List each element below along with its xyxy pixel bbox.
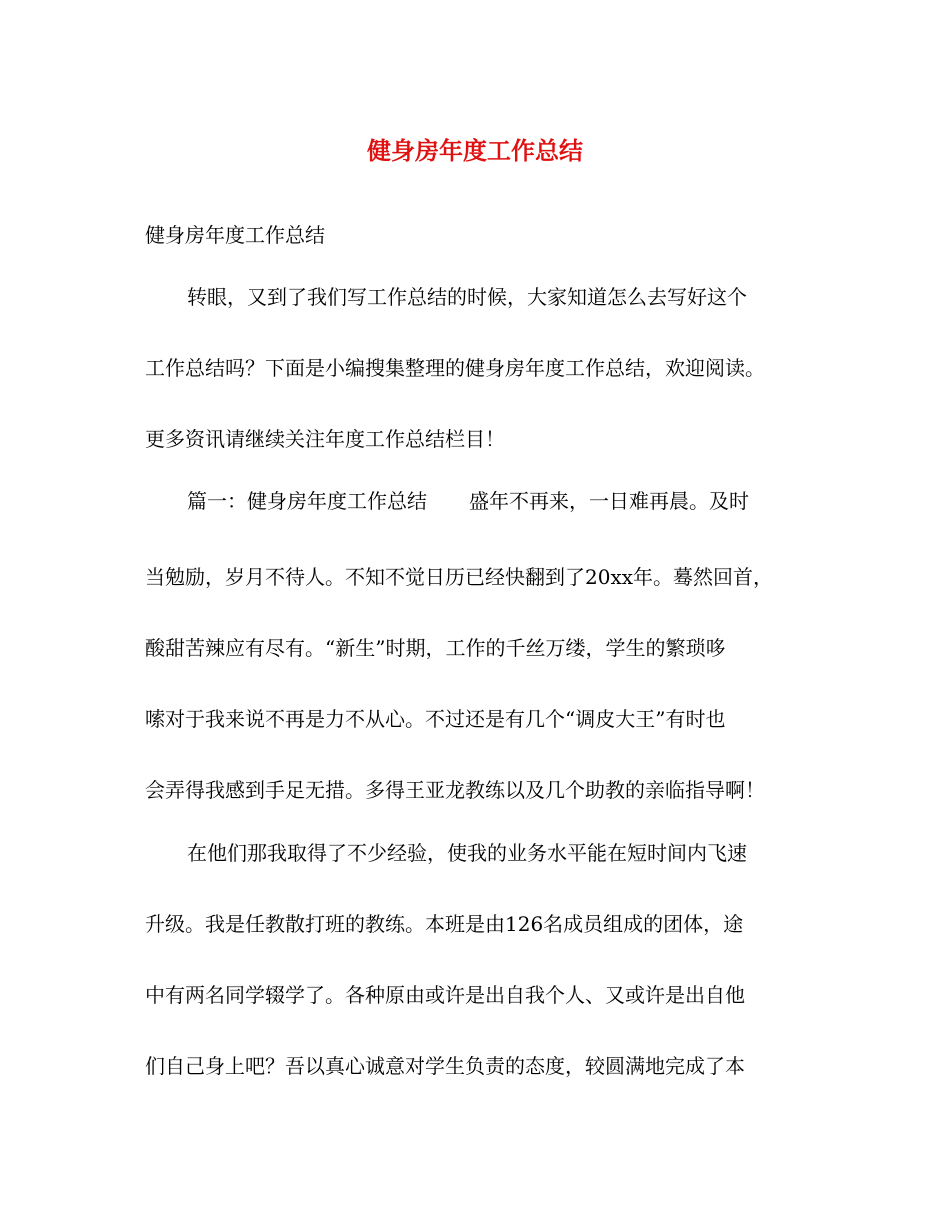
paragraph-line-4 (187, 486, 749, 516)
document-subtitle: 健身房年度工作总结 (145, 223, 325, 247)
paragraph-line-5: 当勉励，岁月不待人。不知不觉日历已经快翻到了20xx年。蓦然回首， (145, 565, 774, 589)
paragraph-line-7: 嗦对于我来说不再是力不从心。不过还是有几个“调皮大王”有时也 (145, 707, 726, 731)
paragraph-line-9: 在他们那我取得了不少经验，使我的业务水平能在短时间内飞速 (187, 841, 747, 865)
paragraph-line-12: 们自己身上吧？吾以真心诚意对学生负责的态度，较圆满地完成了本 (145, 1054, 745, 1078)
paragraph-line-10: 升级。我是任教散打班的教练。本班是由126名成员组成的团体，途 (145, 912, 744, 936)
paragraph-line-11: 中有两名同学辍学了。各种原由或许是出自我个人、又或许是出自他 (145, 983, 745, 1007)
document-title: 健身房年度工作总结 (367, 136, 583, 165)
paragraph-line-2: 工作总结吗？下面是小编搜集整理的健身房年度工作总结，欢迎阅读。 (145, 356, 765, 380)
section-opening: 盛年不再来，一日难再晨。及时 (469, 489, 749, 513)
paragraph-line-3: 更多资讯请继续关注年度工作总结栏目！ (145, 427, 505, 451)
section-heading: 篇一：健身房年度工作总结 (187, 489, 427, 513)
paragraph-line-1: 转眼，又到了我们写工作总结的时候，大家知道怎么去写好这个 (187, 285, 747, 309)
paragraph-line-6: 酸甜苦辣应有尽有。“新生”时期，工作的千丝万缕，学生的繁琐哆 (145, 636, 726, 660)
paragraph-line-8: 会弄得我感到手足无措。多得王亚龙教练以及几个助教的亲临指导啊！ (145, 778, 765, 802)
